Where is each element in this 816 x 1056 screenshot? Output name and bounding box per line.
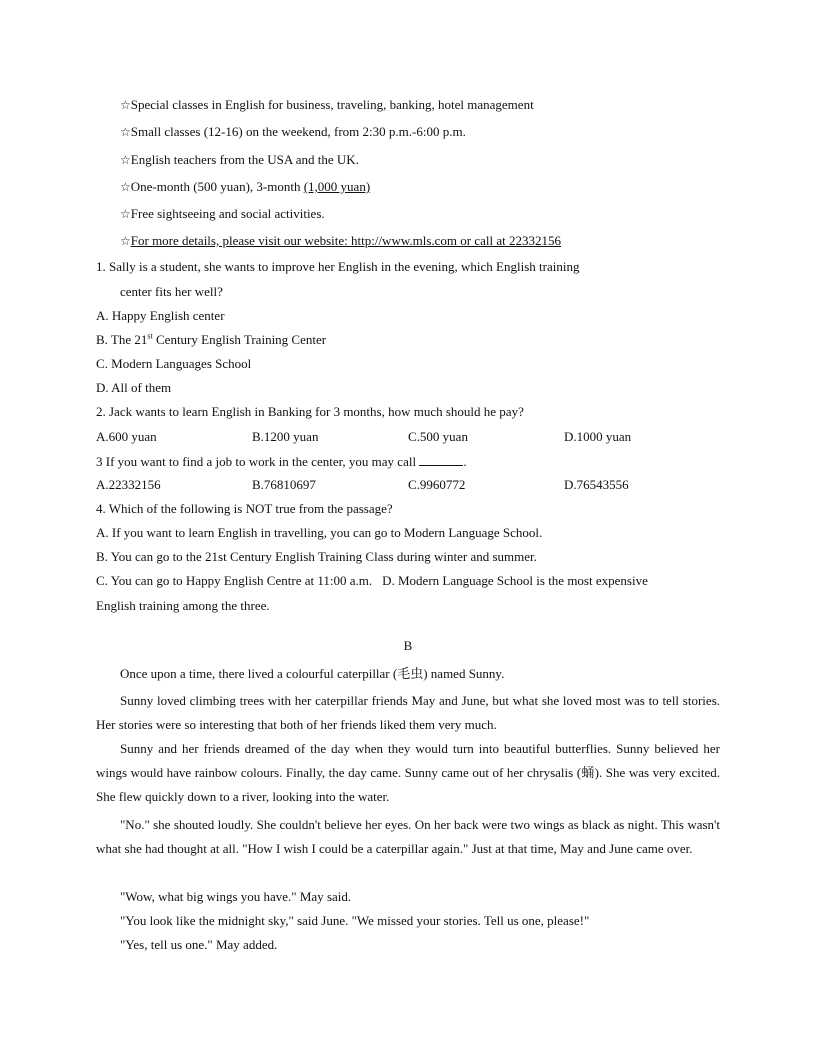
ad-bullet-text: English teachers from the USA and the UK. — [130, 152, 359, 167]
question-4-option-c: C. You can go to Happy English Centre at 11:00 a.m. — [96, 573, 373, 588]
option-b-suffix: Century English Training Center — [152, 332, 327, 347]
question-4-option-d-continued: English training among the three. — [96, 598, 270, 613]
question-4-option-a: A. If you want to learn English in travelling, you can go to Modern Language School. — [96, 525, 543, 540]
ad-bullet-details-link: For more details, please visit our website: http://www.mls.com or call at 22332156 — [130, 233, 562, 248]
question-4-options-c-d — [96, 573, 648, 589]
star-icon: ☆ — [120, 207, 131, 221]
ad-bullet-sightseeing — [120, 206, 325, 222]
question-1-stem: 1. Sally is a student, she wants to improve her English in the evening, which English training — [96, 259, 580, 274]
ad-bullet-text: Special classes in English for business, traveling, banking, hotel management — [130, 97, 534, 112]
story-paragraph — [96, 933, 720, 957]
question-3-stem-text: 3 If you want to find a job to work in the center, you may call — [96, 454, 420, 469]
ad-bullet-teachers — [120, 152, 359, 168]
question-2-option-d: D.1000 yuan — [564, 429, 632, 444]
question-3-option-c: C.9960772 — [408, 477, 466, 492]
answer-blank — [419, 453, 463, 466]
story-paragraph — [96, 689, 720, 737]
question-1-stem-continued: center fits her well? — [120, 284, 223, 299]
ad-bullet-details — [120, 233, 561, 249]
star-icon: ☆ — [120, 125, 131, 139]
ad-bullet-price — [120, 179, 370, 195]
question-3-stem — [96, 453, 467, 470]
question-4-stem: 4. Which of the following is NOT true from the passage? — [96, 501, 393, 516]
question-3-stem-end: . — [463, 454, 467, 469]
story-paragraph — [96, 662, 720, 686]
question-2-option-a: A.600 yuan — [96, 429, 157, 444]
story-paragraph-text: "You look like the midnight sky," said June. "We missed your stories. Tell us one, please!" — [120, 913, 590, 928]
ad-bullet-text: Free sightseeing and social activities. — [130, 206, 325, 221]
ad-bullet-text: Small classes (12-16) on the weekend, from 2:30 p.m.-6:00 p.m. — [130, 124, 466, 139]
ad-bullet-underlined-price: (1,000 yuan) — [303, 179, 371, 194]
question-2-option-b: B.1200 yuan — [252, 429, 319, 444]
option-b-prefix: B. The 21 — [96, 332, 148, 347]
question-2-stem: 2. Jack wants to learn English in Banking for 3 months, how much should he pay? — [96, 404, 524, 419]
story-paragraph — [96, 737, 720, 809]
story-paragraph-text: Sunny and her friends dreamed of the day when they would turn into beautiful butterflies. Sunny believed her wings would have rainbow colours. Finally, the day came. Sunny came out of her chrysalis (蛹). She was very excited. She flew quickly down to a river, looking into the water. — [96, 741, 720, 804]
question-4-option-d: D. Modern Language School is the most expensive — [382, 573, 648, 588]
question-3-option-d: D.76543556 — [564, 477, 629, 492]
section-heading: B — [403, 638, 413, 653]
star-icon: ☆ — [120, 180, 131, 194]
question-2-option-c: C.500 yuan — [408, 429, 468, 444]
story-paragraph-text: "Wow, what big wings you have." May said. — [120, 889, 352, 904]
star-icon: ☆ — [120, 234, 131, 248]
story-paragraph — [96, 909, 720, 933]
ad-bullet-small-classes — [120, 124, 466, 140]
ad-bullet-text: One-month (500 yuan), 3-month — [130, 179, 304, 194]
story-paragraph — [96, 813, 720, 861]
story-paragraph-text: Sunny loved climbing trees with her caterpillar friends May and June, but what she loved most was to tell stories. Her stories were so interesting that both of her friends liked them very much. — [96, 693, 720, 732]
option-b-superscript: st — [147, 331, 153, 341]
story-paragraph-text: "Yes, tell us one." May added. — [120, 937, 278, 952]
story-paragraph-text: "No." she shouted loudly. She couldn't believe her eyes. On her back were two wings as black as night. This wasn't what she had thought at all. "How I wish I could be a caterpillar again." Just at that time, May and June came over. — [96, 817, 720, 856]
ad-bullet-special-classes — [120, 97, 534, 113]
star-icon: ☆ — [120, 153, 131, 167]
question-4-option-b: B. You can go to the 21st Century English Training Class during winter and summer. — [96, 549, 537, 564]
star-icon: ☆ — [120, 98, 131, 112]
question-3-option-a: A.22332156 — [96, 477, 161, 492]
question-1-option-b — [96, 332, 326, 348]
question-1-option-d: D. All of them — [96, 380, 172, 395]
question-3-option-b: B.76810697 — [252, 477, 316, 492]
question-1-option-c: C. Modern Languages School — [96, 356, 252, 371]
story-paragraph — [96, 885, 720, 909]
question-1-option-a: A. Happy English center — [96, 308, 225, 323]
story-paragraph-text: Once upon a time, there lived a colourful caterpillar (毛虫) named Sunny. — [120, 666, 505, 681]
